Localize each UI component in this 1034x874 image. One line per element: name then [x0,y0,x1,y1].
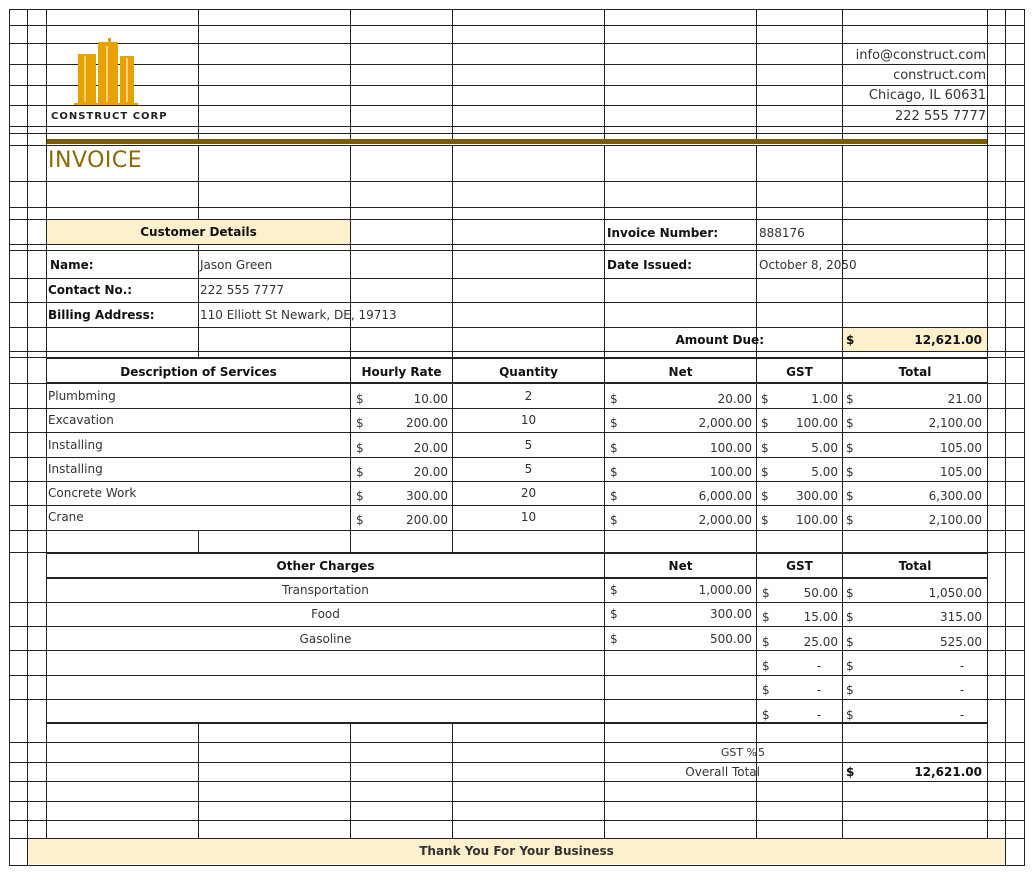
company-phone: 222 555 7777 [895,109,986,124]
service-gst: 5.00 [811,441,838,455]
invoice-number[interactable]: 888176 [759,226,805,240]
service-description[interactable]: Plumbming [48,389,116,403]
charge-gst-currency: $ [762,659,770,673]
overall-total-currency: $ [846,765,855,779]
service-rate[interactable]: 300.00 [406,489,448,503]
customer-details-header: Customer Details [140,225,257,239]
service-description[interactable]: Crane [48,510,84,524]
amount-due-value[interactable]: 12,621.00 [914,333,982,347]
charge-net[interactable]: 300.00 [710,607,752,621]
charge-gst: 25.00 [803,635,838,649]
billing-address-label: Billing Address: [48,308,155,322]
service-gst: 300.00 [796,489,838,503]
service-rate[interactable]: 200.00 [406,416,448,430]
company-city: Chicago, IL 60631 [868,88,986,103]
service-gst-currency: $ [761,441,769,455]
service-description[interactable]: Concrete Work [48,486,137,500]
service-description[interactable]: Installing [48,462,103,476]
services-header-rate: Hourly Rate [361,365,442,379]
charge-total: - [959,683,965,697]
charge-total-currency: $ [846,635,854,649]
service-net: 2,000.00 [698,513,752,527]
service-total: 2,100.00 [928,513,982,527]
service-gst: 100.00 [796,513,838,527]
charge-gst-currency: $ [762,610,770,624]
charge-total-currency: $ [846,683,854,697]
service-net-currency: $ [610,441,618,455]
invoice-number-label: Invoice Number: [607,226,719,240]
service-rate-currency: $ [356,392,364,406]
amount-due-currency: $ [846,333,855,347]
company-email[interactable]: info@construct.com [855,48,986,63]
charge-total: - [959,708,965,722]
charge-gst-currency: $ [762,635,770,649]
charge-net[interactable]: 500.00 [710,632,752,646]
service-gst-currency: $ [761,465,769,479]
charge-total: 525.00 [940,635,982,649]
service-rate-currency: $ [356,465,364,479]
customer-contact[interactable]: 222 555 7777 [200,283,284,297]
service-gst-currency: $ [761,416,769,430]
service-rate-currency: $ [356,489,364,503]
service-rate-currency: $ [356,513,364,527]
contact-label: Contact No.: [48,283,133,297]
charge-description[interactable]: Food [311,607,340,621]
charge-gst: - [816,683,822,697]
service-rate-currency: $ [356,441,364,455]
service-quantity[interactable]: 10 [520,413,537,427]
service-net-currency: $ [610,465,618,479]
charge-total: - [959,659,965,673]
service-total-currency: $ [846,513,854,527]
overall-total-value[interactable]: 12,621.00 [914,765,982,779]
charges-header-description: Other Charges [276,559,375,573]
service-gst: 100.00 [796,416,838,430]
date-issued[interactable]: October 8, 2050 [759,258,857,272]
service-quantity[interactable]: 20 [520,486,537,500]
charge-gst-currency: $ [762,586,770,600]
charge-total-currency: $ [846,708,854,722]
service-quantity[interactable]: 2 [524,389,533,403]
header-divider-bar [47,139,987,144]
charge-total-currency: $ [846,586,854,600]
service-total-currency: $ [846,441,854,455]
service-total: 6,300.00 [928,489,982,503]
service-quantity[interactable]: 10 [520,510,537,524]
charge-gst: 15.00 [803,610,838,624]
charge-gst-currency: $ [762,683,770,697]
services-header-quantity: Quantity [499,365,558,379]
service-rate[interactable]: 20.00 [413,465,448,479]
service-gst-currency: $ [761,489,769,503]
charge-net-currency: $ [610,583,618,597]
charge-net[interactable]: 1,000.00 [698,583,752,597]
gst-percent-value[interactable]: 5 [758,746,765,759]
company-name: CONSTRUCT CORP [51,111,168,122]
charge-total-currency: $ [846,610,854,624]
charges-header-net: Net [668,559,693,573]
company-website[interactable]: construct.com [893,68,986,83]
service-net: 2,000.00 [698,416,752,430]
charge-gst: - [816,708,822,722]
service-net: 6,000.00 [698,489,752,503]
service-gst: 5.00 [811,465,838,479]
service-total-currency: $ [846,489,854,503]
service-net-currency: $ [610,392,618,406]
service-rate[interactable]: 20.00 [413,441,448,455]
services-header-description: Description of Services [120,365,277,379]
thank-you-footer: Thank You For Your Business [28,839,1005,864]
service-net-currency: $ [610,489,618,503]
service-gst: 1.00 [811,392,838,406]
service-total: 105.00 [940,441,982,455]
amount-due-label: Amount Due: [675,333,764,347]
services-header-total: Total [898,365,932,379]
services-header-gst: GST [786,365,813,379]
service-total-currency: $ [846,416,854,430]
service-net-currency: $ [610,513,618,527]
customer-address[interactable]: 110 Elliott St Newark, DE, 19713 [200,308,397,322]
charge-gst: 50.00 [803,586,838,600]
charge-total: 1,050.00 [928,586,982,600]
service-total-currency: $ [846,392,854,406]
service-net: 100.00 [710,465,752,479]
service-gst-currency: $ [761,392,769,406]
service-description[interactable]: Installing [48,438,103,452]
charge-net-currency: $ [610,607,618,621]
charges-header-gst: GST [786,559,813,573]
service-rate-currency: $ [356,416,364,430]
service-net: 20.00 [717,392,752,406]
service-net: 100.00 [710,441,752,455]
charge-total: 315.00 [940,610,982,624]
invoice-title: INVOICE [48,148,143,173]
service-total-currency: $ [846,465,854,479]
charge-description[interactable]: Transportation [282,583,369,597]
charge-gst: - [816,659,822,673]
charges-header-total: Total [898,559,932,573]
customer-name[interactable]: Jason Green [200,258,273,272]
overall-total-label: Overall Total [685,765,760,779]
charge-net-currency: $ [610,632,618,646]
name-label: Name: [50,258,94,272]
service-total: 2,100.00 [928,416,982,430]
service-description[interactable]: Excavation [48,413,114,427]
service-rate[interactable]: 200.00 [406,513,448,527]
service-total: 105.00 [940,465,982,479]
charge-gst-currency: $ [762,708,770,722]
service-quantity[interactable]: 5 [524,462,533,476]
date-issued-label: Date Issued: [607,258,692,272]
service-total: 21.00 [947,392,982,406]
gst-percent-label: GST % [720,746,757,759]
services-header-net: Net [668,365,693,379]
service-quantity[interactable]: 5 [524,438,533,452]
charge-total-currency: $ [846,659,854,673]
service-gst-currency: $ [761,513,769,527]
charge-description[interactable]: Gasoline [299,632,352,646]
service-rate[interactable]: 10.00 [413,392,448,406]
service-net-currency: $ [610,416,618,430]
